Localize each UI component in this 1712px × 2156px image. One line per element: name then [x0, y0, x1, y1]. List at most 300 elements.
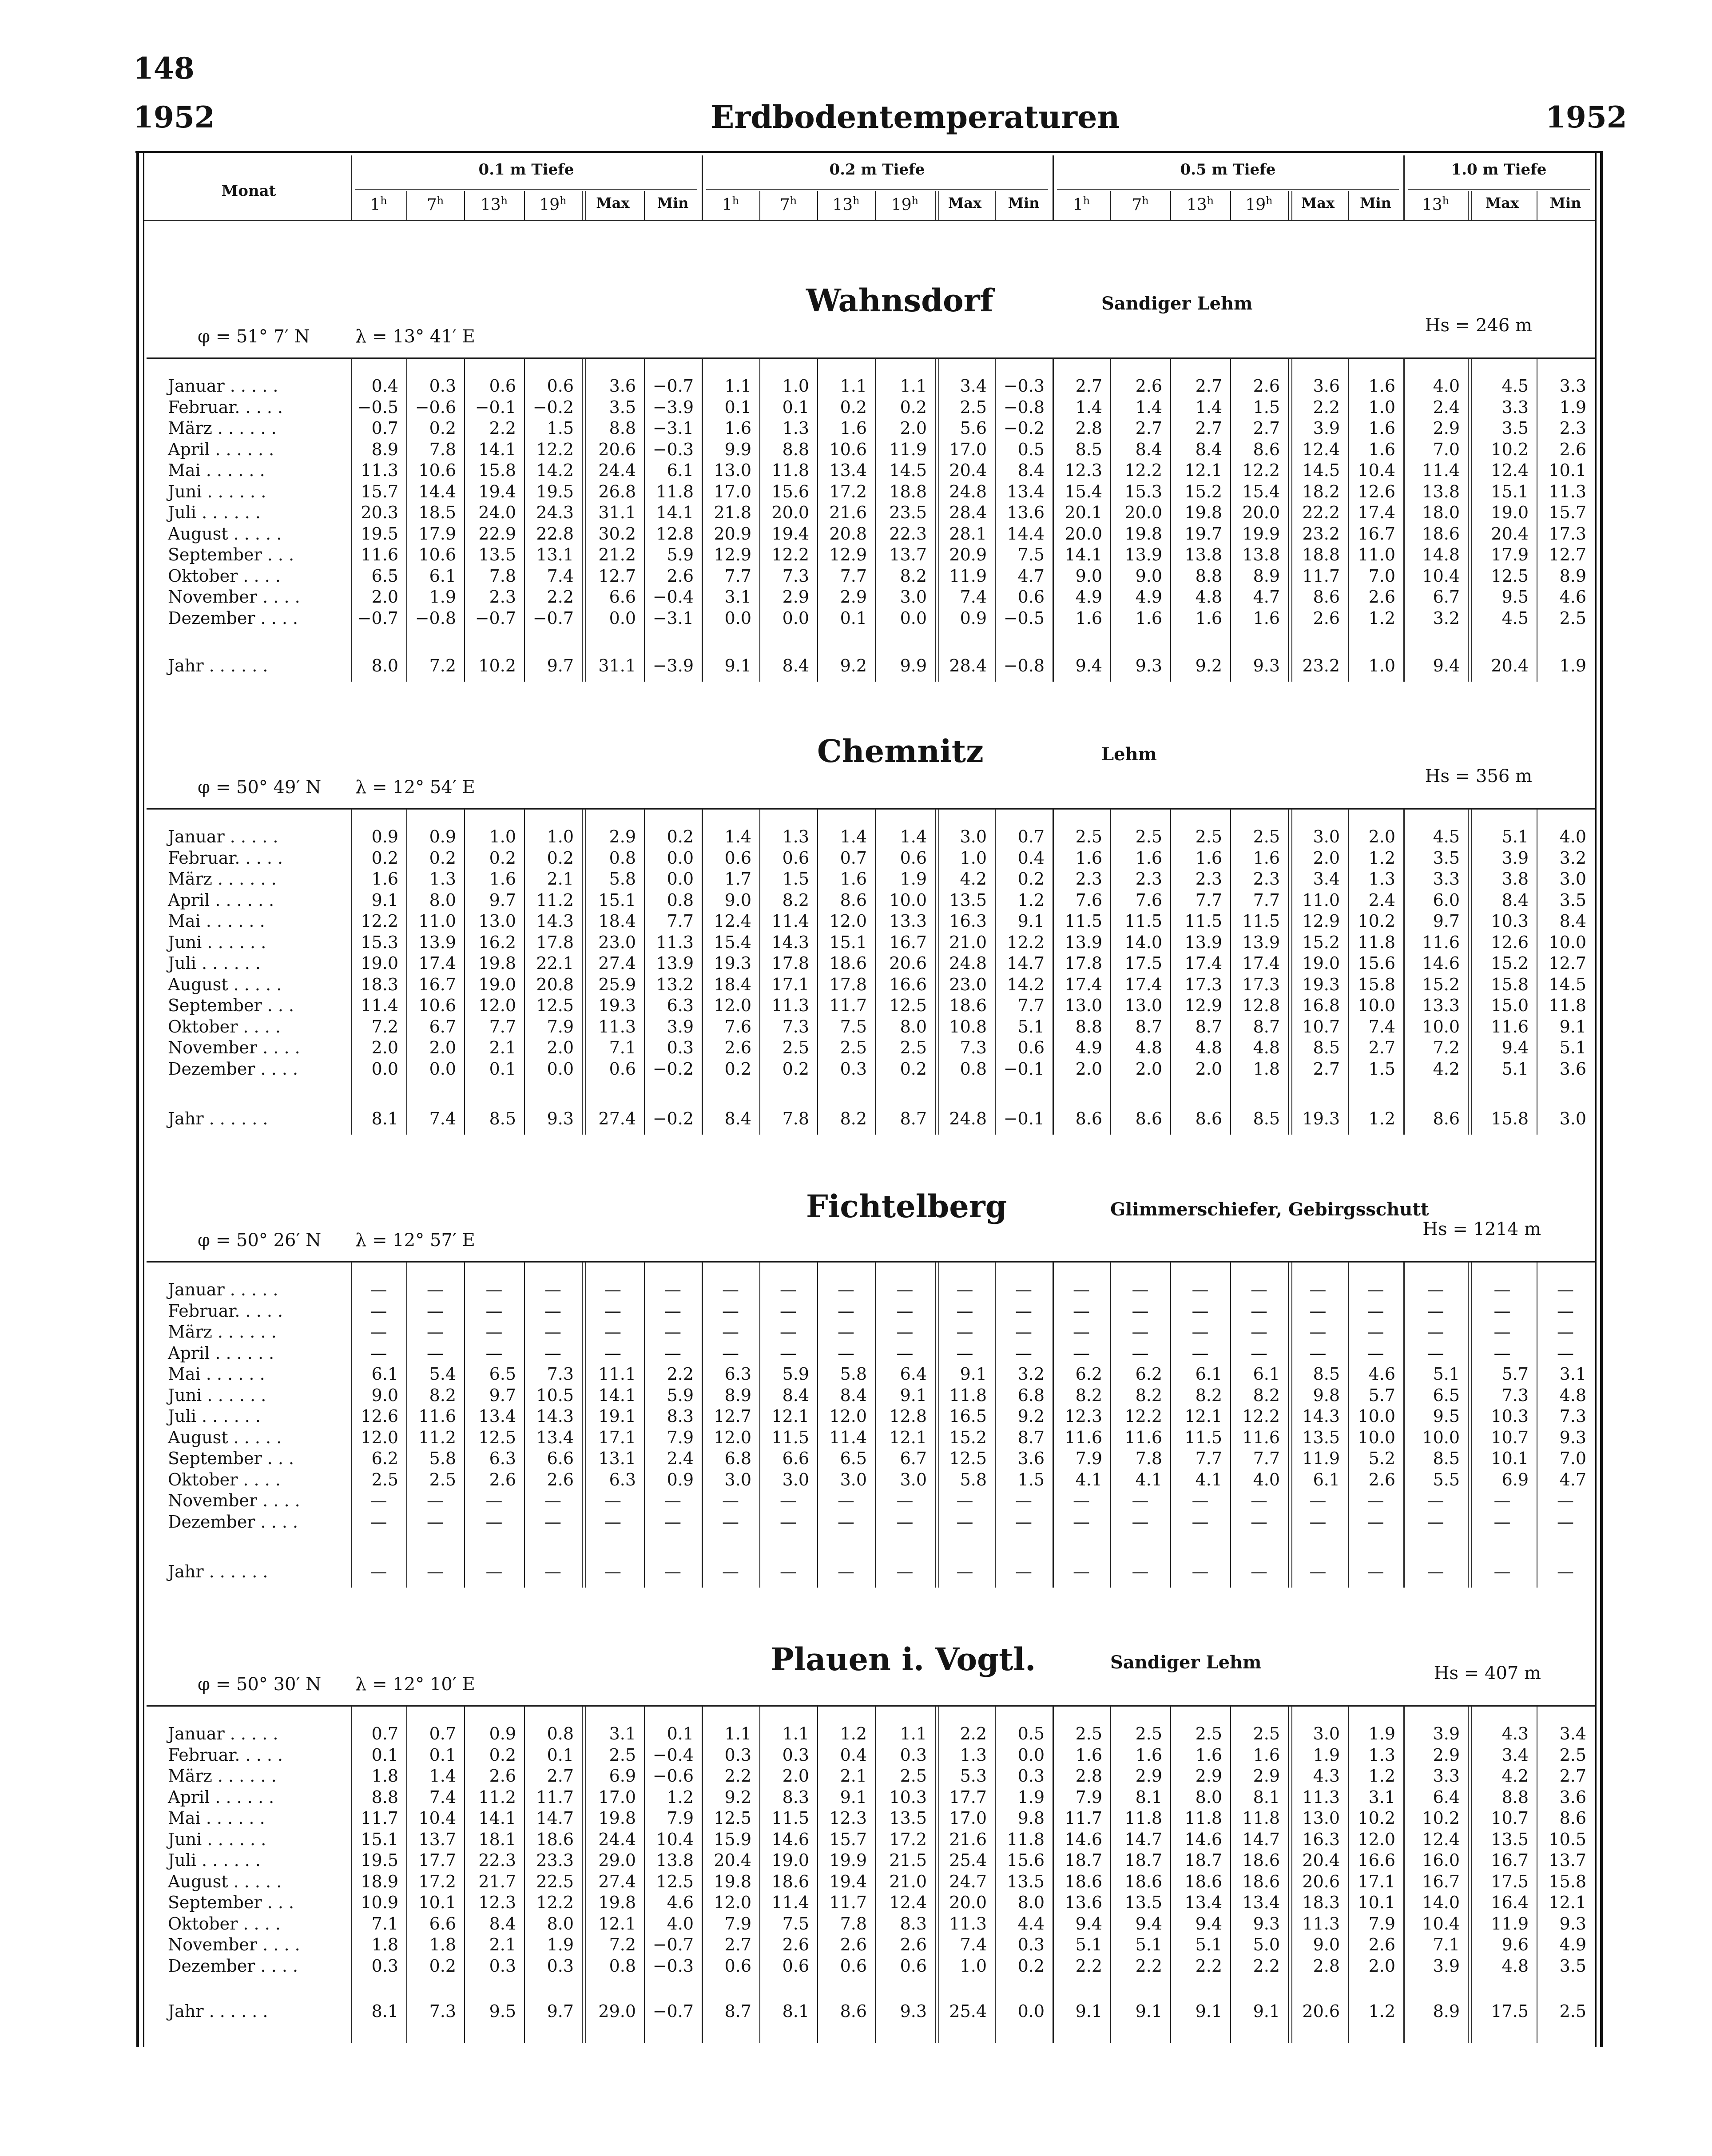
- value-cell: —: [896, 1562, 914, 1581]
- value-cell: 12.3: [829, 1808, 867, 1828]
- value-cell: 2.6: [1368, 587, 1395, 607]
- value-cell: 10.4: [1358, 461, 1395, 480]
- value-cell: —: [1073, 1280, 1090, 1299]
- value-cell: —: [485, 1562, 503, 1581]
- value-cell: 6.7: [1433, 587, 1460, 607]
- hour-unit: h: [1142, 195, 1149, 207]
- value-cell: −0.8: [1003, 397, 1045, 417]
- value-cell: 7.2: [609, 1935, 636, 1954]
- month-label: Oktober . . . .: [168, 1914, 281, 1934]
- value-cell: 16.7: [418, 974, 456, 994]
- value-cell: —: [1132, 1343, 1149, 1363]
- value-cell: 3.5: [1501, 418, 1529, 438]
- value-cell: −0.1: [1003, 1109, 1045, 1128]
- header-col-3: [464, 195, 524, 214]
- month-label: Mai . . . . . .: [168, 911, 265, 931]
- value-cell: —: [1557, 1280, 1574, 1299]
- value-cell: —: [604, 1491, 621, 1510]
- value-cell: 2.6: [1253, 376, 1280, 396]
- value-cell: 15.2: [1302, 932, 1340, 952]
- value-cell: 1.6: [1195, 608, 1222, 628]
- value-cell: 12.3: [1065, 1406, 1102, 1426]
- value-cell: 0.0: [609, 608, 636, 628]
- value-cell: —: [1073, 1322, 1090, 1342]
- value-cell: 2.9: [1433, 1745, 1460, 1765]
- value-cell: −0.4: [652, 1745, 694, 1765]
- month-label: Juni . . . . . .: [168, 932, 266, 952]
- value-cell: 11.0: [1358, 545, 1395, 564]
- value-cell: 8.9: [1433, 2001, 1460, 2021]
- value-cell: 1.0: [960, 848, 987, 868]
- value-cell: —: [1367, 1562, 1384, 1581]
- month-label: Dezember . . . .: [168, 1059, 298, 1079]
- value-cell: 15.2: [1184, 481, 1222, 501]
- value-cell: 29.0: [598, 2001, 636, 2021]
- value-cell: —: [956, 1343, 973, 1363]
- value-cell: 8.5: [1075, 439, 1102, 459]
- value-cell: −0.7: [475, 608, 516, 628]
- value-cell: 10.6: [418, 996, 456, 1015]
- value-cell: 3.9: [1433, 1956, 1460, 1976]
- value-cell: 3.0: [724, 1469, 751, 1489]
- value-cell: 19.8: [1124, 524, 1162, 544]
- value-cell: 1.6: [840, 418, 867, 438]
- value-cell: 12.1: [1549, 1893, 1586, 1912]
- value-cell: 6.6: [782, 1449, 809, 1468]
- value-cell: 1.9: [1559, 397, 1586, 417]
- value-cell: 4.1: [1075, 1469, 1102, 1489]
- hour-value: 1: [370, 196, 381, 214]
- hour-value: 13: [1186, 196, 1207, 214]
- value-cell: 1.9: [1313, 1745, 1340, 1765]
- month-label: April . . . . . .: [168, 1787, 274, 1807]
- value-cell: 1.0: [547, 827, 574, 846]
- month-label: Jahr . . . . . .: [168, 656, 268, 675]
- header-group-separator: [1053, 155, 1054, 220]
- value-cell: 17.4: [1124, 974, 1162, 994]
- value-cell: 6.7: [429, 1016, 456, 1036]
- value-cell: —: [427, 1322, 444, 1342]
- header-col-separator: [464, 191, 465, 220]
- value-cell: 7.9: [1075, 1787, 1102, 1807]
- value-cell: 0.7: [371, 418, 398, 438]
- value-cell: 7.1: [609, 1038, 636, 1057]
- value-cell: 3.0: [1313, 827, 1340, 846]
- value-cell: 6.1: [667, 461, 694, 480]
- value-cell: 12.0: [361, 1427, 398, 1447]
- value-cell: —: [956, 1491, 973, 1510]
- value-cell: 17.4: [1184, 953, 1222, 973]
- value-cell: 8.1: [1253, 1787, 1280, 1807]
- hour-value: 13: [1422, 196, 1442, 214]
- value-cell: 1.3: [960, 1745, 987, 1765]
- value-cell: —: [1557, 1562, 1574, 1581]
- value-cell: 8.2: [1135, 1385, 1162, 1405]
- value-cell: 9.7: [547, 2001, 574, 2021]
- value-cell: —: [427, 1280, 444, 1299]
- value-cell: 1.3: [1368, 869, 1395, 889]
- value-cell: 0.8: [609, 848, 636, 868]
- value-cell: 12.2: [1124, 1406, 1162, 1426]
- value-cell: 7.4: [960, 587, 987, 607]
- value-cell: 1.4: [1135, 397, 1162, 417]
- frame-left-outer: [136, 151, 139, 2047]
- value-cell: 18.2: [1302, 481, 1340, 501]
- value-cell: 2.5: [371, 1469, 398, 1489]
- value-cell: —: [604, 1301, 621, 1321]
- value-cell: 5.0: [1253, 1935, 1280, 1954]
- value-cell: 9.8: [1017, 1808, 1045, 1828]
- value-cell: —: [427, 1301, 444, 1321]
- header-group-rule: [355, 189, 697, 190]
- value-cell: 0.3: [371, 1956, 398, 1976]
- value-cell: 21.8: [714, 503, 751, 522]
- value-cell: 12.5: [478, 1427, 516, 1447]
- value-cell: 3.2: [1433, 608, 1460, 628]
- value-cell: 27.4: [598, 1109, 636, 1128]
- value-cell: 11.6: [1124, 1427, 1162, 1447]
- value-cell: 1.0: [489, 827, 516, 846]
- value-cell: 2.4: [1433, 397, 1460, 417]
- hour-unit: h: [732, 195, 739, 207]
- header-bottom-rule: [144, 220, 1595, 221]
- value-cell: 3.0: [1559, 869, 1586, 889]
- value-cell: 2.2: [1135, 1956, 1162, 1976]
- value-cell: 7.9: [1075, 1449, 1102, 1468]
- value-cell: —: [1073, 1301, 1090, 1321]
- value-cell: 11.7: [361, 1808, 398, 1828]
- value-cell: 9.2: [724, 1787, 751, 1807]
- value-cell: 0.6: [489, 376, 516, 396]
- value-cell: 11.4: [771, 1893, 809, 1912]
- value-cell: 1.7: [724, 869, 751, 889]
- value-cell: 2.7: [1368, 1038, 1395, 1057]
- value-cell: 9.1: [1195, 2001, 1222, 2021]
- value-cell: 3.5: [1433, 848, 1460, 868]
- value-cell: 0.0: [667, 869, 694, 889]
- value-cell: 0.6: [724, 1956, 751, 1976]
- value-cell: 1.5: [547, 418, 574, 438]
- value-cell: 17.7: [949, 1787, 987, 1807]
- value-cell: 19.1: [598, 1406, 636, 1426]
- value-cell: 21.5: [889, 1850, 927, 1870]
- month-label: März . . . . . .: [168, 418, 277, 438]
- value-cell: 16.5: [949, 1406, 987, 1426]
- value-cell: 2.0: [371, 587, 398, 607]
- value-cell: 1.1: [724, 1724, 751, 1743]
- hour-unit: h: [1266, 195, 1273, 207]
- value-cell: 8.2: [900, 566, 927, 586]
- value-cell: 13.9: [1124, 545, 1162, 564]
- value-cell: 4.8: [1195, 1038, 1222, 1057]
- value-cell: 12.0: [829, 1406, 867, 1426]
- value-cell: 4.9: [1135, 587, 1162, 607]
- value-cell: 5.1: [1501, 1059, 1529, 1079]
- value-cell: 6.3: [724, 1364, 751, 1384]
- value-cell: 8.6: [1433, 1109, 1460, 1128]
- hour-value: 7: [779, 196, 790, 214]
- value-cell: 11.5: [771, 1427, 809, 1447]
- value-cell: 12.1: [1184, 461, 1222, 480]
- value-cell: 6.1: [1313, 1469, 1340, 1489]
- header-col-15: [1170, 195, 1230, 214]
- value-cell: 12.8: [1242, 996, 1280, 1015]
- value-cell: 5.6: [960, 418, 987, 438]
- value-cell: 0.7: [429, 1724, 456, 1743]
- value-cell: 24.4: [598, 461, 636, 480]
- value-cell: 10.1: [1358, 1893, 1395, 1912]
- value-cell: —: [544, 1491, 561, 1510]
- value-cell: 12.3: [478, 1893, 516, 1912]
- value-cell: 14.7: [1007, 953, 1045, 973]
- value-cell: 1.1: [782, 1724, 809, 1743]
- value-cell: 19.8: [478, 953, 516, 973]
- header-col-10: [875, 195, 935, 214]
- value-cell: 2.6: [1368, 1469, 1395, 1489]
- value-cell: 3.8: [1501, 869, 1529, 889]
- value-cell: 13.7: [418, 1829, 456, 1849]
- header-col-separator: [817, 191, 818, 220]
- value-cell: 7.3: [960, 1038, 987, 1057]
- value-cell: 20.9: [714, 524, 751, 544]
- value-cell: 16.6: [889, 974, 927, 994]
- value-cell: 1.4: [429, 1766, 456, 1786]
- header-col-separator: [935, 191, 936, 220]
- value-cell: —: [1557, 1343, 1574, 1363]
- value-cell: —: [956, 1322, 973, 1342]
- value-cell: 5.1: [1433, 1364, 1460, 1384]
- value-cell: 8.6: [1075, 1109, 1102, 1128]
- value-cell: 2.7: [1075, 376, 1102, 396]
- value-cell: 8.5: [1313, 1364, 1340, 1384]
- value-cell: 2.0: [1075, 1059, 1102, 1079]
- value-cell: 8.0: [900, 1016, 927, 1036]
- value-cell: 13.0: [714, 461, 751, 480]
- value-cell: 2.2: [1253, 1956, 1280, 1976]
- value-cell: −3.1: [652, 418, 694, 438]
- value-cell: 5.7: [1368, 1385, 1395, 1405]
- header-col-separator: [582, 191, 583, 220]
- value-cell: 2.4: [667, 1449, 694, 1468]
- value-cell: 4.0: [1433, 376, 1460, 396]
- value-cell: 10.2: [1422, 1808, 1460, 1828]
- value-cell: 12.2: [771, 545, 809, 564]
- value-cell: 10.5: [1549, 1829, 1586, 1849]
- header-group-separator: [1403, 155, 1405, 220]
- frame-right-outer: [1600, 151, 1603, 2047]
- hour-unit: h: [911, 195, 919, 207]
- value-cell: 2.5: [429, 1469, 456, 1489]
- value-cell: 11.8: [1184, 1808, 1222, 1828]
- value-cell: —: [1192, 1301, 1209, 1321]
- soil-type: Sandiger Lehm: [1110, 1652, 1262, 1673]
- value-cell: 21.7: [478, 1871, 516, 1891]
- value-cell: 0.0: [371, 1059, 398, 1079]
- value-cell: 14.0: [1124, 932, 1162, 952]
- value-cell: 17.1: [771, 974, 809, 994]
- value-cell: 2.2: [489, 418, 516, 438]
- value-cell: —: [1367, 1491, 1384, 1510]
- month-label: Mai . . . . . .: [168, 461, 265, 480]
- value-cell: —: [780, 1491, 797, 1510]
- hour-value: 1: [722, 196, 732, 214]
- value-cell: 1.6: [1075, 1745, 1102, 1765]
- header-col-19: [1403, 195, 1468, 214]
- value-cell: 2.6: [1559, 439, 1586, 459]
- value-cell: −0.4: [652, 587, 694, 607]
- value-cell: 15.3: [1124, 481, 1162, 501]
- value-cell: 0.3: [900, 1745, 927, 1765]
- month-label: November . . . .: [168, 1491, 300, 1510]
- value-cell: —: [664, 1562, 681, 1581]
- value-cell: —: [1251, 1280, 1267, 1299]
- value-cell: 10.1: [1491, 1449, 1529, 1468]
- value-cell: —: [1073, 1343, 1090, 1363]
- year-left: 1952: [133, 100, 215, 135]
- value-cell: —: [1309, 1343, 1327, 1363]
- value-cell: 5.8: [960, 1469, 987, 1489]
- value-cell: 12.5: [889, 996, 927, 1015]
- value-cell: —: [1251, 1322, 1267, 1342]
- value-cell: 12.4: [889, 1893, 927, 1912]
- value-cell: 14.4: [418, 481, 456, 501]
- value-cell: 10.0: [1422, 1016, 1460, 1036]
- value-cell: 15.8: [1491, 974, 1529, 994]
- value-cell: 9.4: [1195, 1914, 1222, 1934]
- header-col-separator: [1468, 191, 1469, 220]
- value-cell: 20.0: [771, 503, 809, 522]
- value-cell: 7.7: [840, 566, 867, 586]
- value-cell: 10.5: [536, 1385, 574, 1405]
- value-cell: 22.9: [478, 524, 516, 544]
- value-cell: 0.2: [724, 1059, 751, 1079]
- value-cell: 15.1: [1491, 481, 1529, 501]
- value-cell: 10.7: [1491, 1427, 1529, 1447]
- header-col-18: Min: [1360, 195, 1391, 211]
- value-cell: 3.3: [1501, 397, 1529, 417]
- header-group-2: 0.2 m Tiefe: [829, 161, 925, 179]
- value-cell: 6.0: [1433, 890, 1460, 910]
- soil-type: Glimmerschiefer, Gebirgsschutt: [1110, 1199, 1429, 1220]
- value-cell: 12.9: [714, 545, 751, 564]
- value-cell: 7.8: [1135, 1449, 1162, 1468]
- month-label: Februar. . . . .: [168, 1745, 283, 1765]
- value-cell: 12.0: [714, 996, 751, 1015]
- value-cell: 18.1: [478, 1829, 516, 1849]
- value-cell: 5.9: [667, 545, 694, 564]
- value-cell: 19.8: [598, 1893, 636, 1912]
- value-cell: 0.2: [1017, 869, 1045, 889]
- frame-left-inner: [143, 151, 144, 2047]
- value-cell: 17.5: [1124, 953, 1162, 973]
- value-cell: 12.3: [1065, 461, 1102, 480]
- value-cell: 13.1: [536, 545, 574, 564]
- value-cell: 16.7: [1358, 524, 1395, 544]
- value-cell: 1.1: [840, 376, 867, 396]
- value-cell: 2.5: [1559, 608, 1586, 628]
- hour-value: 7: [426, 196, 437, 214]
- value-cell: 8.5: [1313, 1038, 1340, 1057]
- value-cell: 19.5: [361, 524, 398, 544]
- value-cell: 10.1: [1549, 461, 1586, 480]
- value-cell: 9.0: [1313, 1935, 1340, 1954]
- value-cell: —: [370, 1280, 387, 1299]
- value-cell: 0.3: [1017, 1935, 1045, 1954]
- value-cell: 2.3: [1135, 869, 1162, 889]
- value-cell: 9.7: [489, 1385, 516, 1405]
- value-cell: 18.9: [361, 1871, 398, 1891]
- value-cell: 7.1: [371, 1914, 398, 1934]
- value-cell: 11.7: [829, 1893, 867, 1912]
- value-cell: 9.1: [1559, 1016, 1586, 1036]
- value-cell: 15.3: [361, 932, 398, 952]
- value-cell: 18.7: [1124, 1850, 1162, 1870]
- value-cell: —: [780, 1512, 797, 1532]
- value-cell: 8.9: [1253, 566, 1280, 586]
- value-cell: 0.9: [489, 1724, 516, 1743]
- header-col-separator: [524, 191, 525, 220]
- value-cell: —: [722, 1322, 739, 1342]
- value-cell: 15.7: [361, 481, 398, 501]
- value-cell: —: [1192, 1512, 1209, 1532]
- value-cell: —: [1494, 1491, 1511, 1510]
- value-cell: 9.1: [960, 1364, 987, 1384]
- month-label: März . . . . . .: [168, 1766, 277, 1786]
- value-cell: 8.3: [782, 1787, 809, 1807]
- value-cell: 1.5: [1253, 397, 1280, 417]
- value-cell: —: [1494, 1512, 1511, 1532]
- value-cell: 12.2: [536, 439, 574, 459]
- value-cell: 2.2: [724, 1766, 751, 1786]
- value-cell: 8.4: [782, 656, 809, 675]
- month-label: September . . .: [168, 996, 294, 1015]
- header-col-separator: [406, 191, 407, 220]
- value-cell: 3.1: [1368, 1787, 1395, 1807]
- value-cell: 13.3: [1422, 996, 1460, 1015]
- header-group-separator: [351, 155, 352, 220]
- value-cell: 2.9: [1195, 1766, 1222, 1786]
- hour-unit: h: [380, 195, 387, 207]
- value-cell: 7.3: [429, 2001, 456, 2021]
- value-cell: 8.5: [489, 1109, 516, 1128]
- value-cell: 11.5: [1065, 911, 1102, 931]
- month-label: Dezember . . . .: [168, 1512, 298, 1532]
- value-cell: —: [896, 1491, 914, 1510]
- value-cell: 0.6: [782, 848, 809, 868]
- value-cell: —: [1132, 1491, 1149, 1510]
- value-cell: 0.0: [667, 848, 694, 868]
- value-cell: —: [780, 1343, 797, 1363]
- value-cell: 3.0: [1559, 1109, 1586, 1128]
- header-col-7: [702, 195, 759, 214]
- value-cell: 9.2: [1017, 1406, 1045, 1426]
- value-cell: 11.6: [1422, 932, 1460, 952]
- value-cell: −0.2: [532, 397, 574, 417]
- value-cell: —: [896, 1280, 914, 1299]
- value-cell: 0.0: [900, 608, 927, 628]
- value-cell: −0.2: [652, 1059, 694, 1079]
- value-cell: 4.2: [1501, 1766, 1529, 1786]
- value-cell: 4.5: [1501, 608, 1529, 628]
- value-cell: 14.5: [889, 461, 927, 480]
- value-cell: 0.2: [840, 397, 867, 417]
- header-monat: Monat: [221, 182, 276, 200]
- value-cell: 16.7: [1422, 1871, 1460, 1891]
- value-cell: —: [1427, 1512, 1444, 1532]
- value-cell: 3.6: [609, 376, 636, 396]
- value-cell: 22.5: [536, 1871, 574, 1891]
- value-cell: 2.2: [547, 587, 574, 607]
